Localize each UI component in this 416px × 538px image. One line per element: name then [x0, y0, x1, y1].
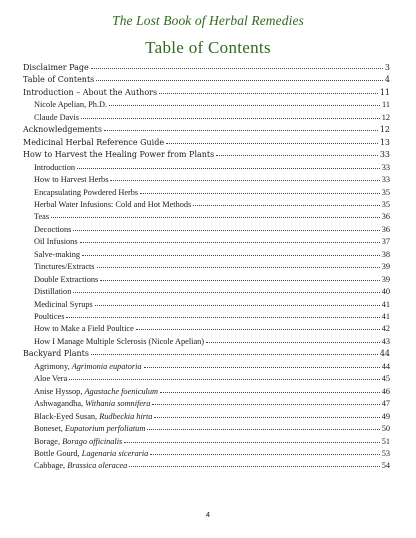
toc-entry-latin-name: Agastache foeniculum — [84, 386, 158, 396]
toc-entry-label — [34, 198, 191, 211]
toc-entry-label — [23, 73, 94, 86]
toc-entry-title: Decoctions — [34, 224, 72, 234]
toc-entry[interactable] — [23, 136, 390, 149]
dot-leader — [136, 329, 380, 330]
toc-entry-title: Medicinal Herbal Reference Guide — [23, 137, 165, 147]
toc-entry-label — [34, 397, 150, 410]
toc-entry-label — [23, 123, 102, 136]
toc-entry[interactable] — [34, 410, 390, 423]
toc-entry-label — [23, 347, 89, 360]
toc-entry[interactable] — [34, 372, 390, 385]
toc-entry-page: 11 — [382, 100, 390, 110]
toc-entry-title: Introduction – About the Authors — [23, 87, 158, 97]
dot-leader — [100, 280, 379, 281]
toc-entry[interactable] — [23, 123, 390, 136]
dot-leader — [140, 193, 380, 194]
toc-entry-page: 41 — [381, 312, 390, 321]
toc-entry-page: 54 — [381, 461, 390, 471]
toc-entry[interactable] — [23, 347, 390, 360]
dot-leader — [96, 80, 383, 81]
toc-entry[interactable] — [34, 111, 390, 124]
toc-entry-label — [34, 447, 148, 460]
toc-entry-page: 12 — [379, 125, 390, 135]
toc-entry-title: Tinctures/Extracts — [34, 262, 95, 272]
toc-entry[interactable] — [34, 385, 390, 398]
toc-entry-page: 37 — [381, 237, 390, 247]
toc-entry-page: 38 — [381, 249, 390, 259]
toc-entry-title: Herbal Water Infusions: Cold and Hot Methods — [34, 199, 192, 209]
toc-entry-latin-name: Rudbeckia hirta — [99, 411, 153, 421]
dot-leader — [81, 118, 380, 119]
toc-entry-page: 50 — [381, 424, 390, 434]
toc-entry[interactable] — [34, 161, 390, 174]
toc-entry-label — [34, 223, 71, 236]
dot-leader — [69, 379, 379, 380]
toc-entry-label — [34, 410, 152, 423]
dot-leader — [216, 155, 378, 156]
toc-entry[interactable] — [34, 173, 390, 186]
dot-leader — [51, 217, 380, 218]
toc-entry-title: How to Make a Field Poultice — [34, 324, 134, 334]
toc-entry-title: Poultices — [34, 312, 65, 321]
toc-entry-title: Black-Eyed Susan, — [34, 411, 100, 421]
toc-entry-page: 44 — [379, 349, 390, 359]
dot-leader — [193, 205, 379, 206]
toc-entry-latin-name: Borago officinalis — [62, 436, 123, 446]
toc-entry-label — [34, 360, 142, 373]
toc-entry[interactable] — [34, 248, 390, 261]
toc-entry-label — [23, 86, 157, 99]
toc-entry-title: Aloe Vera — [34, 374, 68, 384]
toc-entry-page: 11 — [379, 87, 390, 97]
toc-entry-page: 41 — [381, 299, 390, 309]
dot-leader — [152, 404, 379, 405]
toc-entry-title: Boneset, — [34, 424, 65, 434]
toc-entry-label — [23, 136, 164, 149]
toc-entry-label — [34, 322, 134, 335]
toc-entry-title: How to Harvest Herbs — [34, 175, 109, 185]
toc-entry-label — [34, 260, 95, 273]
toc-entry[interactable] — [34, 298, 390, 311]
toc-entry-title: Acknowledgements — [23, 125, 102, 135]
toc-entry-label — [34, 248, 80, 261]
toc-entry-title: Disclaimer Page — [23, 63, 89, 72]
toc-entry-title: Claude Davis — [34, 112, 79, 122]
toc-entry-label — [34, 298, 93, 311]
toc-entry-page: 46 — [381, 386, 390, 396]
toc-entry-label — [34, 435, 122, 448]
toc-entry-label — [34, 173, 108, 186]
toc-entry-latin-name: Agrimonia eupatoria — [71, 361, 142, 371]
toc-heading: Table of Contents — [145, 38, 271, 57]
toc-entry[interactable] — [34, 397, 390, 410]
dot-leader — [91, 68, 383, 69]
toc-entry-label — [34, 186, 138, 199]
toc-entry[interactable] — [34, 273, 390, 286]
toc-entry-title: Cabbage, — [34, 461, 68, 471]
toc-entry[interactable] — [34, 322, 390, 335]
toc-entry[interactable] — [23, 86, 390, 99]
toc-entry-page: 42 — [381, 324, 390, 334]
toc-entry-page: 49 — [381, 411, 390, 421]
dot-leader — [154, 417, 379, 418]
toc-entry[interactable] — [34, 186, 390, 199]
toc-entry[interactable] — [34, 360, 390, 373]
toc-entry-page: 35 — [381, 187, 390, 197]
toc-entry-latin-name: Lagenaria siceraria — [81, 448, 149, 458]
toc-entry-page: 12 — [381, 112, 390, 122]
toc-entry-title: Encapsulating Powdered Herbs — [34, 187, 139, 197]
dot-leader — [104, 130, 378, 131]
toc-entry-page: 33 — [381, 175, 390, 185]
toc-entry-title: Salve-making — [34, 249, 81, 259]
dot-leader — [77, 168, 380, 169]
toc-entry-title: Table of Contents — [23, 75, 95, 85]
toc-entry-latin-name: Eupatorium perfoliatum — [64, 424, 146, 434]
dot-leader — [150, 454, 379, 455]
toc-entry-title: How I Manage Multiple Sclerosis (Nicole Apelian) — [34, 336, 205, 346]
toc-entry[interactable] — [34, 447, 390, 460]
toc-entry-title: How to Harvest the Healing Power from Plants — [23, 150, 215, 160]
dot-leader — [73, 230, 379, 231]
page-number: 4 — [205, 510, 211, 519]
toc-entry-page: 45 — [381, 374, 390, 384]
toc-entry[interactable] — [34, 210, 390, 223]
toc-entry-label — [34, 422, 145, 435]
toc-entry-page: 39 — [381, 262, 390, 272]
toc-entry-page: 36 — [381, 224, 390, 234]
dot-leader — [110, 180, 379, 181]
toc-entry-label — [34, 385, 158, 398]
toc-entry-page: 40 — [381, 287, 390, 297]
toc-entry[interactable] — [34, 459, 390, 472]
toc-entry-title: Anise Hyssop, — [34, 386, 85, 396]
toc-entry-latin-name: Brassica oleracea — [67, 461, 128, 471]
toc-entry-page: 13 — [379, 137, 390, 147]
toc-entry[interactable] — [34, 285, 390, 298]
toc-entry-title: Oil Infusions — [34, 237, 78, 247]
dot-leader — [147, 429, 379, 430]
toc-entry-page: 53 — [381, 448, 390, 458]
toc-entry-page: 51 — [381, 436, 390, 446]
toc-entry-label — [34, 273, 98, 286]
toc-entry[interactable] — [34, 260, 390, 273]
dot-leader — [206, 342, 380, 343]
toc-entry-title: Backyard Plants — [23, 349, 89, 359]
dot-leader — [159, 93, 378, 94]
toc-entry-label — [34, 335, 204, 348]
dot-leader — [129, 466, 379, 467]
toc-entry-title: Introduction — [34, 162, 76, 172]
toc-entry-label — [34, 98, 107, 111]
toc-entry-page: 44 — [381, 361, 390, 371]
toc-entry[interactable] — [23, 73, 390, 86]
toc-entry-title: Bottle Gourd, — [34, 448, 82, 458]
toc-entry-page: 36 — [381, 212, 390, 222]
toc-entry-label — [34, 235, 78, 248]
dot-leader — [109, 105, 380, 106]
toc-entry-title: Ashwagandha, — [34, 399, 86, 409]
toc-entry-title: Teas — [34, 212, 50, 222]
toc-entry-title: Nicole Apelian, Ph.D. — [34, 100, 108, 110]
toc-entry-label — [34, 161, 75, 174]
toc-entry-page: 39 — [381, 274, 390, 284]
toc-entry-page: 4 — [384, 75, 390, 85]
toc-entry-label — [34, 372, 67, 385]
dot-leader — [91, 354, 378, 355]
dot-leader — [144, 367, 380, 368]
dot-leader — [97, 267, 380, 268]
dot-leader — [124, 442, 379, 443]
book-title: The Lost Book of Herbal Remedies — [112, 13, 304, 28]
toc-entry-page: 43 — [381, 336, 390, 346]
toc-entry-title: Distillation — [34, 287, 72, 297]
toc-entry-label — [34, 285, 71, 298]
toc-entry[interactable] — [34, 335, 390, 348]
toc-entry-label — [34, 459, 127, 472]
toc-entry[interactable] — [34, 223, 390, 236]
toc-entry-label — [34, 210, 49, 223]
toc-entry-title: Medicinal Syrups — [34, 299, 93, 309]
dot-leader — [95, 305, 380, 306]
toc-entry[interactable] — [23, 148, 390, 161]
toc-entry-page: 47 — [381, 399, 390, 409]
dot-leader — [166, 143, 378, 144]
toc-entry-label — [23, 61, 89, 74]
toc-entry[interactable] — [34, 422, 390, 435]
toc-entry[interactable] — [34, 435, 390, 448]
dot-leader — [66, 317, 379, 318]
toc-entry-page: 33 — [381, 162, 390, 172]
toc-entry[interactable] — [34, 198, 390, 211]
dot-leader — [82, 255, 380, 256]
toc-entry[interactable] — [34, 98, 390, 111]
toc-entry-page: 35 — [381, 199, 390, 209]
toc-entry-label — [34, 111, 79, 124]
dot-leader — [73, 292, 379, 293]
toc-entry-title: Borage, — [34, 436, 63, 446]
toc-entry[interactable] — [34, 235, 390, 248]
dot-leader — [160, 392, 380, 393]
dot-leader — [80, 242, 380, 243]
toc-entry-label — [34, 310, 64, 323]
toc-entry-title: Agrimony, — [34, 361, 72, 371]
toc-entry-latin-name: Withania somnifera — [85, 399, 151, 409]
toc-entry-title: Double Extractions — [34, 274, 99, 284]
toc-entry-page: 3 — [384, 63, 390, 72]
toc-entry[interactable] — [23, 61, 390, 74]
toc-entry[interactable] — [34, 310, 390, 323]
toc-entry-page: 33 — [379, 150, 390, 160]
toc-entry-label — [23, 148, 214, 161]
